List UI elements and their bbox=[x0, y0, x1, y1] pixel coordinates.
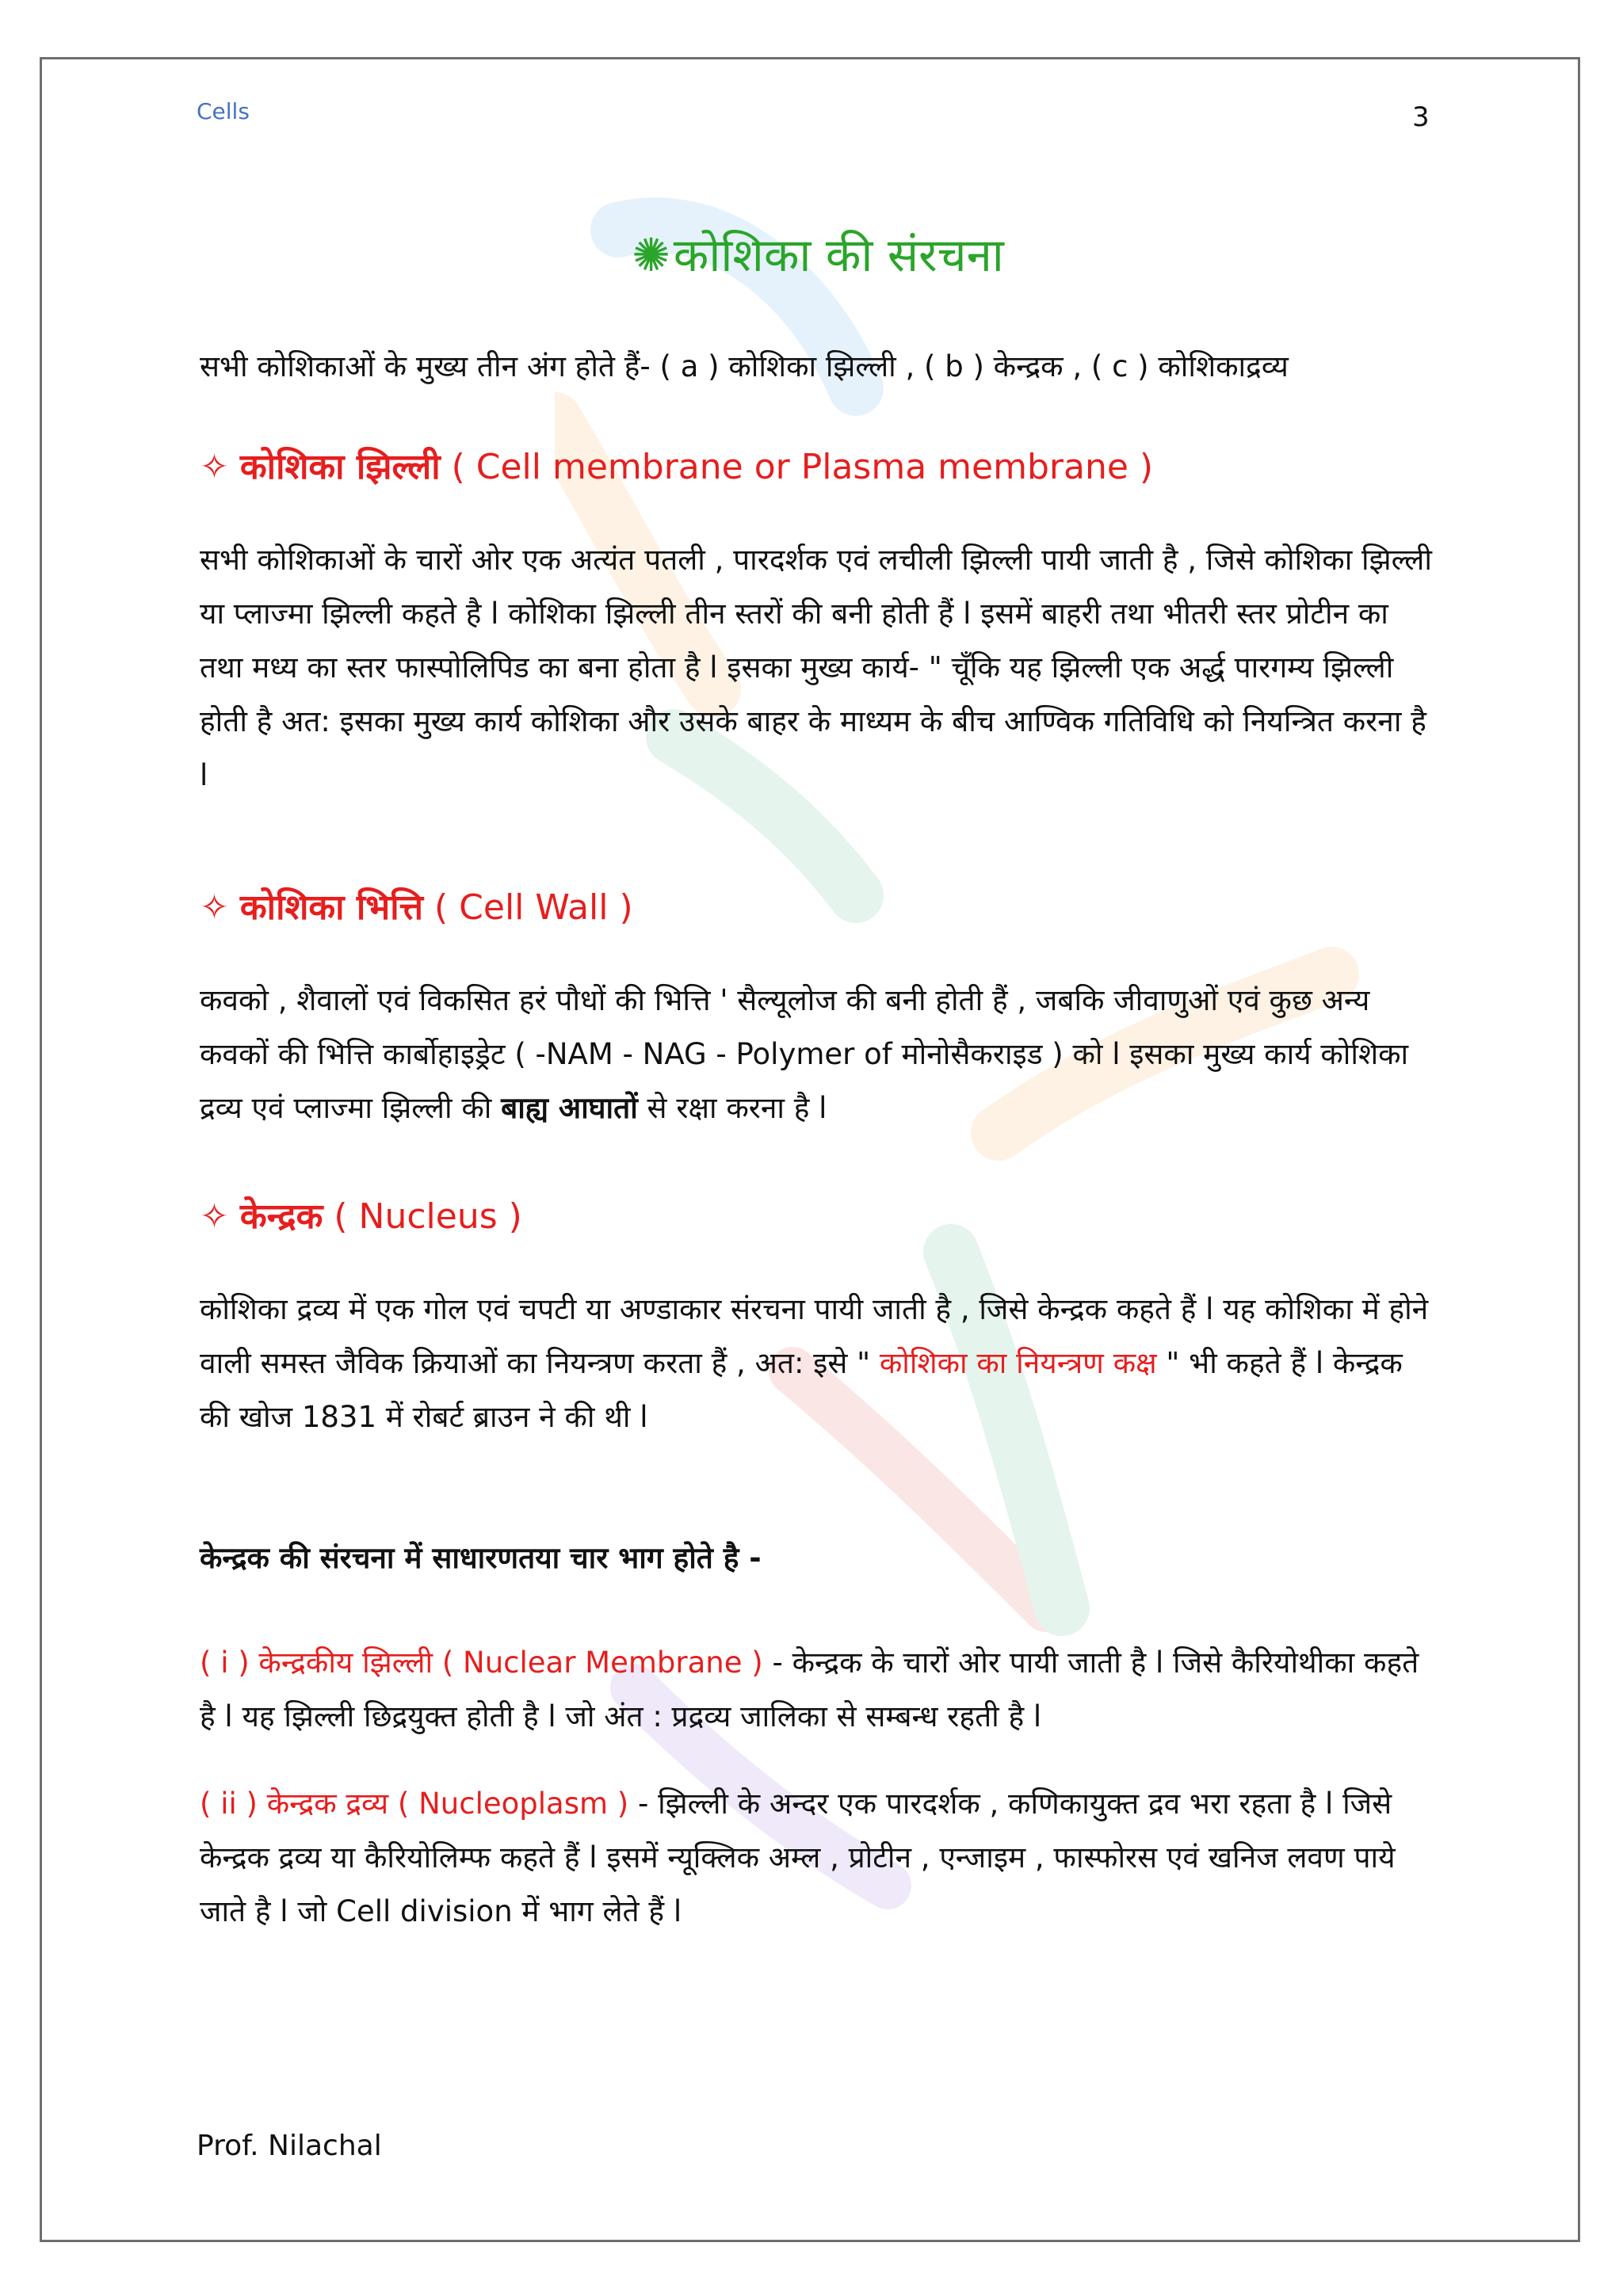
list-item bbox=[200, 1636, 1436, 1744]
running-header: Cells bbox=[197, 98, 250, 124]
nucleus-paragraph bbox=[200, 1283, 1436, 1444]
list-item-label: ( i ) केन्द्रकीय झिल्ली ( Nuclear Membrane ) bbox=[200, 1646, 763, 1680]
document-body bbox=[200, 222, 1436, 1939]
diamond-icon: ✧ bbox=[200, 887, 229, 928]
cell-wall-text-b: से रक्षा करना है l bbox=[637, 1091, 827, 1125]
heading-english: ( Nucleus ) bbox=[323, 1196, 522, 1237]
heading-nucleus bbox=[200, 1191, 1436, 1238]
diamond-icon: ✧ bbox=[200, 1196, 229, 1237]
heading-hindi: कोशिका झिल्ली bbox=[239, 447, 441, 487]
intro-paragraph: सभी कोशिकाओं के मुख्य तीन अंग होते हैं- ( a ) कोशिका झिल्ली , ( b ) केन्द्रक , ( c ) कोशिकाद्रव्य bbox=[200, 349, 1289, 383]
nucleus-text-b: " भी कहते हैं l केन्द्रक की खोज 1831 में रोबर्ट ब्राउन ने की थी l bbox=[200, 1346, 1403, 1434]
list-item-label: ( ii ) केन्द्रक द्रव्य ( Nucleoplasm ) bbox=[200, 1787, 629, 1821]
list-item bbox=[200, 1777, 1436, 1939]
page-title-text: कोशिका की संरचना bbox=[673, 228, 1004, 282]
heading-english: ( Cell membrane or Plasma membrane ) bbox=[440, 447, 1154, 487]
page-title bbox=[200, 222, 1436, 284]
list-item-text: - केन्द्रक के चारों ओर पायी जाती है l जिसे कैरियोथीका कहते है l यह झिल्ली छिद्रयुक्त होती है l जो अंत : प्रद्रव्य जालिका से सम्बन्ध रहती है l bbox=[200, 1646, 1419, 1733]
cell-wall-paragraph bbox=[200, 974, 1436, 1135]
list-item-text: - झिल्ली के अन्दर एक पारदर्शक , कणिकायुक्त द्रव भरा रहता है l जिसे केन्द्रक द्रव्य या कैरियोलिम्फ कहते हैं l इसमें न्यूक्लिक अम्ल , प्रोटीन , एन्जाइम , फास्फोरस एवं खनिज लवण पाये जाते है l जो Cell division में भाग लेते हैं l bbox=[200, 1787, 1396, 1928]
nucleus-highlight-text: कोशिका का नियन्त्रण कक्ष bbox=[879, 1346, 1157, 1380]
page-footer: Prof. Nilachal bbox=[197, 2130, 382, 2162]
heading-hindi: कोशिका भित्ति bbox=[239, 887, 424, 928]
page-number: 3 bbox=[1412, 101, 1430, 133]
heading-english: ( Cell Wall ) bbox=[423, 887, 633, 928]
cell-wall-text-a: कवको , शैवालों एवं विकसित हरं पौधों की भित्ति ' सैल्यूलोज की बनी होती हैं , जबकि जीवाणुओं एवं कुछ अन्य कवकों की भित्ति कार्बोहाइड्रेट ( -NAM - NAG - Polymer of मोनोसैकराइड ) को l इसका मुख्य कार्य कोशिका द्रव्य एवं प्लाज्मा झिल्ली की bbox=[200, 983, 1409, 1125]
nucleus-text-a: कोशिका द्रव्य में एक गोल एवं चपटी या अण्डाकार संरचना पायी जाती है , जिसे केन्द्रक कहते हैं l यह कोशिका में होने वाली समस्त जैविक क्रियाओं का नियन्त्रण करता हैं , अत: इसे " bbox=[200, 1292, 1429, 1380]
cell-wall-bold-text: बाह्य आघातों bbox=[501, 1091, 638, 1125]
cell-membrane-paragraph: सभी कोशिकाओं के चारों ओर एक अत्यंत पतली , पारदर्शक एवं लचीली झिल्ली पायी जाती है , जिसे कोशिका झिल्ली या प्लाज्मा झिल्ली कहते है l कोशिका झिल्ली तीन स्तरों की बनी होती हैं l इसमें बाहरी तथा भीतरी स्तर प्रोटीन का तथा मध्य का स्तर फास्पोलिपिड का बना होता है l इसका मुख्य कार्य- " चूँकि यह झिल्ली एक अर्द्ध पारगम्य झिल्ली होती है अत: इसका मुख्य कार्य कोशिका और उसके बाहर के माध्यम के बीच आण्विक गतिविधि को नियन्त्रित करना है l bbox=[200, 543, 1432, 792]
heading-hindi: केन्द्रक bbox=[239, 1196, 323, 1237]
nucleus-structure-heading: केन्द्रक की संरचना में साधारणतया चार भाग होते है - bbox=[200, 1541, 762, 1575]
heading-cell-membrane bbox=[200, 441, 1436, 489]
diamond-icon: ✧ bbox=[200, 447, 229, 487]
burst-icon: ✺ bbox=[632, 228, 670, 282]
heading-cell-wall bbox=[200, 882, 1436, 929]
